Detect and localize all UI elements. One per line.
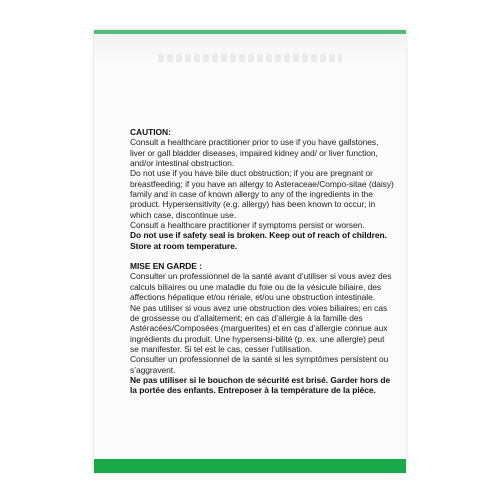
caution-paragraph-en-3: Consult a healthcare practitioner if symptoms persist or worsen. (130, 220, 365, 231)
section-spacer (130, 251, 394, 261)
bottom-green-band (94, 459, 406, 473)
caution-heading-fr: MISE EN GARDE : (130, 261, 202, 272)
caution-heading-en: CAUTION: (130, 127, 171, 137)
caution-paragraph-fr-1: Consulter un professionnel de la santé avant d’utiliser si vous avez des calculs biliaires ou une maladie du foie ou de la vésicule biliaire, des affections hépatique et/ou rénale, et/ou une obstruction intestinale. (130, 271, 392, 303)
safety-warning-en: Do not use if safety seal is broken. Keep out of reach of children. Store at room temperature. (130, 230, 387, 251)
caution-paragraph-en-2: Do not use if you have bile duct obstruction; if you are pregnant or breastfeeding; if you have an allergy to Asteraceae/Compo-sitae (daisy) family and in case of known allergy to any of the ingredients in the product. Hypersensitivity (e.g. allergy) has been known to occur; in which case, discontinue use. (130, 168, 394, 220)
label-text-panel (130, 127, 394, 396)
caution-paragraph-fr-3: Consulter un professionnel de la santé si les symptômes persistent ou s’aggravent. (130, 354, 389, 375)
product-box-back-panel (94, 30, 406, 473)
safety-warning-fr: Ne pas utiliser si le bouchon de sécurité est brisé. Garder hors de la portée des enfants. Entreposer à la température de la pièce. (130, 374, 391, 396)
faded-reverse-text (158, 54, 342, 62)
caution-paragraph-fr-2: Ne pas utiliser si vous avez une obstruction des voies biliaires; en cas de grossesse ou d’allaitement; en cas d’allergie à la famille des Astéracées/Composées (marguerites) et en cas d’allergie connue aux ingrédients du produit. Une hypersensi-bilité (p. ex. une allergie) peut se manifester. Si tel est le cas, cesser l’utilisation. (130, 302, 388, 354)
caution-paragraph-en-1: Consult a healthcare practitioner prior to use if you have gallstones, liver or gall bladder diseases, impaired kidney and/ or liver function, and/or intestinal obstruction. (130, 137, 379, 169)
